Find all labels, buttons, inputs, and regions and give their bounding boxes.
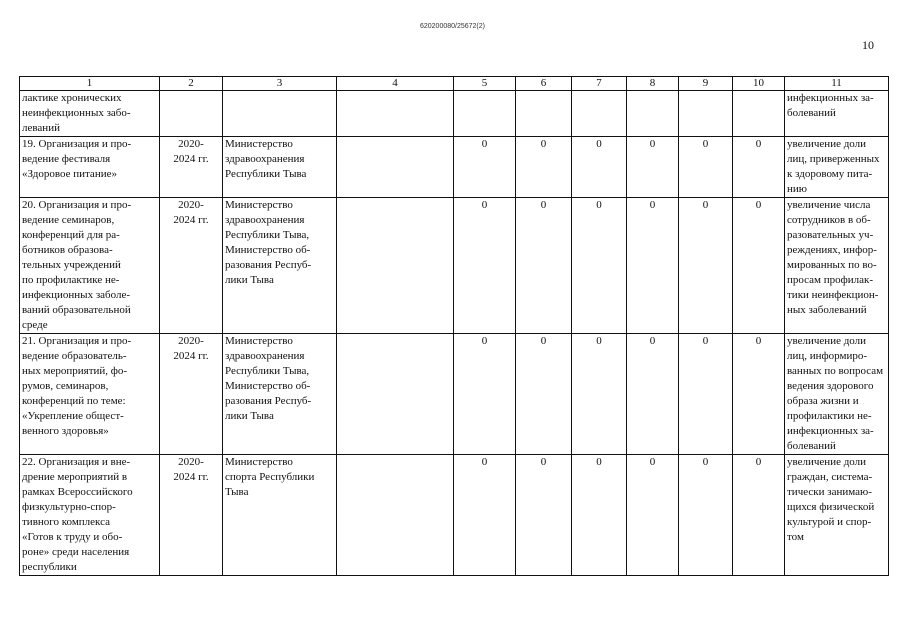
table-row	[20, 455, 889, 576]
value-cell-8: 0	[627, 198, 679, 334]
value-cell-5: 0	[454, 455, 516, 576]
table-row	[20, 334, 889, 455]
value-cell-10: 0	[733, 455, 785, 576]
period-cell: 2020- 2024 гг.	[160, 137, 223, 198]
column-header: 9	[679, 77, 733, 91]
value-cell-5	[454, 91, 516, 137]
value-cell-6: 0	[516, 198, 572, 334]
column-header: 7	[572, 77, 627, 91]
executor-cell: Министерство здравоохранения Республики Тыва	[223, 137, 337, 198]
event-cell: 19. Организация и про- ведение фестиваля «Здоровое питание»	[20, 137, 160, 198]
result-cell: увеличение доли лиц, приверженных к здоровому пита- нию	[785, 137, 889, 198]
event-cell: лактике хронических неинфекционных забо- леваний	[20, 91, 160, 137]
column-header: 10	[733, 77, 785, 91]
value-cell-9: 0	[679, 334, 733, 455]
column-header: 2	[160, 77, 223, 91]
value-cell-7: 0	[572, 455, 627, 576]
value-cell-4	[337, 455, 454, 576]
table-row	[20, 198, 889, 334]
column-header: 4	[337, 77, 454, 91]
value-cell-9: 0	[679, 455, 733, 576]
executor-cell: Министерство здравоохранения Республики Тыва, Министерство об- разования Респуб- лики Тыва	[223, 198, 337, 334]
value-cell-7: 0	[572, 198, 627, 334]
column-header: 5	[454, 77, 516, 91]
value-cell-4	[337, 137, 454, 198]
event-cell: 20. Организация и про- ведение семинаров, конференций для ра- ботников образова- тельных учреждений по профилактике не- инфекционных заболе- ваний образовательной среде	[20, 198, 160, 334]
activities-table	[19, 76, 889, 576]
executor-cell: Министерство здравоохранения Республики Тыва, Министерство об- разования Респуб- лики Тыва	[223, 334, 337, 455]
column-header: 8	[627, 77, 679, 91]
document-id: 620200080/25672(2)	[419, 23, 485, 30]
value-cell-5: 0	[454, 198, 516, 334]
value-cell-9	[679, 91, 733, 137]
event-cell: 22. Организация и вне- дрение мероприятий в рамках Всероссийского физкультурно-спор- тивного комплекса «Готов к труду и обо- роне» среди населения республики	[20, 455, 160, 576]
value-cell-10: 0	[733, 137, 785, 198]
result-cell: увеличение доли граждан, система- тически занимаю- щихся физической культурой и спор- том	[785, 455, 889, 576]
column-header: 6	[516, 77, 572, 91]
value-cell-10: 0	[733, 334, 785, 455]
value-cell-4	[337, 334, 454, 455]
value-cell-7: 0	[572, 334, 627, 455]
value-cell-8: 0	[627, 137, 679, 198]
header-row	[20, 77, 889, 91]
value-cell-9: 0	[679, 137, 733, 198]
value-cell-7	[572, 91, 627, 137]
value-cell-8	[627, 91, 679, 137]
value-cell-4	[337, 91, 454, 137]
value-cell-7: 0	[572, 137, 627, 198]
value-cell-8: 0	[627, 455, 679, 576]
column-header: 3	[223, 77, 337, 91]
value-cell-6	[516, 91, 572, 137]
column-header: 1	[20, 77, 160, 91]
period-cell	[160, 91, 223, 137]
value-cell-5: 0	[454, 334, 516, 455]
event-cell: 21. Организация и про- ведение образователь- ных мероприятий, фо- румов, семинаров, конференций по теме: «Укрепление общест- венного здоровья»	[20, 334, 160, 455]
value-cell-6: 0	[516, 455, 572, 576]
result-cell: инфекционных за- болеваний	[785, 91, 889, 137]
result-cell: увеличение доли лиц, информиро- ванных по вопросам ведения здорового образа жизни и профилактики не- инфекционных за- болеваний	[785, 334, 889, 455]
value-cell-6: 0	[516, 334, 572, 455]
value-cell-9: 0	[679, 198, 733, 334]
result-cell: увеличение числа сотрудников в об- разовательных уч- реждениях, инфор- мированных по во- просам профилак- тики неинфекцион- ных заболеваний	[785, 198, 889, 334]
period-cell: 2020- 2024 гг.	[160, 198, 223, 334]
period-cell: 2020- 2024 гг.	[160, 334, 223, 455]
table-row	[20, 91, 889, 137]
value-cell-6: 0	[516, 137, 572, 198]
executor-cell	[223, 91, 337, 137]
value-cell-8: 0	[627, 334, 679, 455]
table-row	[20, 137, 889, 198]
page-number: 10	[862, 38, 874, 52]
value-cell-5: 0	[454, 137, 516, 198]
value-cell-10	[733, 91, 785, 137]
value-cell-10: 0	[733, 198, 785, 334]
period-cell: 2020- 2024 гг.	[160, 455, 223, 576]
value-cell-4	[337, 198, 454, 334]
executor-cell: Министерство спорта Республики Тыва	[223, 455, 337, 576]
column-header: 11	[785, 77, 889, 91]
